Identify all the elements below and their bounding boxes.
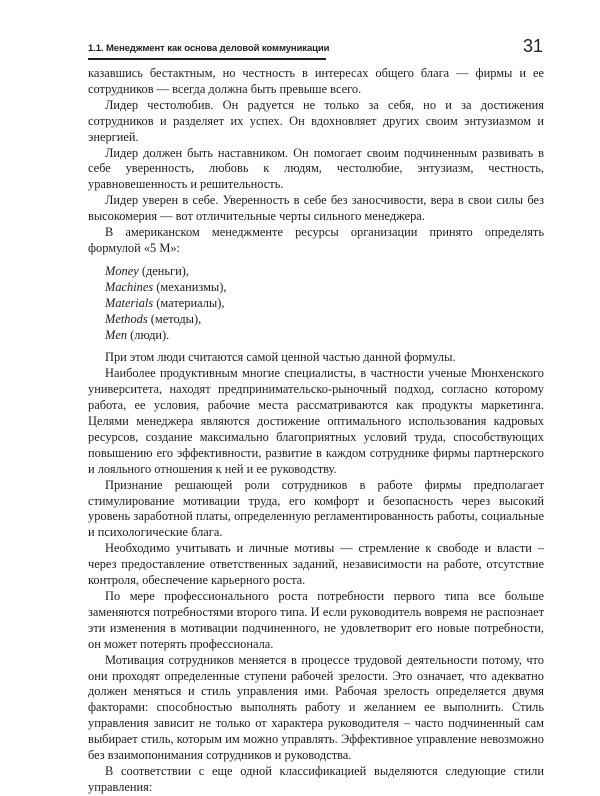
formula-item bbox=[88, 296, 544, 312]
paragraph: Лидер уверен в себе. Уверенность в себе без заносчивости, вера в свои силы без высокомерия — вот отличительные черты сильного менеджера. bbox=[88, 193, 544, 224]
running-title: 1.1. Менеджмент как основа деловой коммуникации bbox=[88, 43, 330, 54]
paragraph: Признание решающей роли сотрудников в работе фирмы предполагает стимулирование мотивации труда, его комфорт и безопасность через высокий уровень заработной платы, определенную регламентированность работы, социальные и психологические блага. bbox=[88, 477, 544, 540]
formula-term: Methods bbox=[105, 311, 148, 326]
formula-item bbox=[88, 264, 544, 280]
formula-term: Machines bbox=[105, 279, 154, 294]
paragraph: Необходимо учитывать и личные мотивы — стремление к свободе и власти – через предоставление ответственных заданий, независимости на работе, отсутствие контроля, обеспечение карьерного роста. bbox=[88, 541, 544, 588]
formula-gloss: (методы), bbox=[147, 311, 202, 326]
formula-gloss: (люди). bbox=[127, 327, 170, 342]
paragraph: В американском менеджменте ресурсы организации принято определять формулой «5 М»: bbox=[88, 225, 544, 255]
formula-gloss: (материалы), bbox=[153, 295, 225, 310]
paragraph: Наиболее продуктивным многие специалисты, в частности ученые Мюнхенского университета, находят предпринимательско-рыночный подход, согласно которому работа, ее условия, рабочие места рассматриваются как продукты маркетинга. Целями менеджера являются достижение оптимального использования кадровых ресурсов, создание максимально благоприятных условий труда, способствующих повышению его эффективности, развитие в каждом сотруднике фирмы партнерского и лояльного отношения к ней и ее руководству. bbox=[88, 366, 544, 476]
formula-gloss: (механизмы), bbox=[153, 279, 227, 294]
paragraph: По мере профессионального роста потребности первого типа все больше заменяются потребностями второго типа. И если руководитель вовремя не распознает эти изменения в мотивации подчиненного, не удовлетворит его новые потребности, он может потерять профессионала. bbox=[88, 589, 544, 651]
formula-term: Materials bbox=[105, 295, 154, 310]
page-number: 31 bbox=[522, 36, 543, 56]
paragraph: В соответствии с еще одной классификацией выделяются следующие стили управления: bbox=[88, 763, 544, 794]
formula-term: Men bbox=[105, 327, 128, 342]
paragraph: Лидер честолюбив. Он радуется не только за себя, но и за достижения сотрудников и разделяет их успех. Он вдохновляет других своим энтузиазмом и энергией. bbox=[88, 97, 544, 144]
body-text bbox=[88, 66, 544, 796]
formula-item bbox=[88, 280, 544, 296]
running-header bbox=[88, 36, 543, 60]
formula-item bbox=[88, 328, 544, 344]
formula-term: Money bbox=[105, 263, 139, 278]
paragraph: Лидер должен быть наставником. Он помогает своим подчиненным развивать в себе уверенность, любовь к людям, честолюбие, энтузиазм, честность, уравновешенность и решительность. bbox=[88, 145, 544, 192]
paragraph: казавшись бестактным, но честность в интересах общего блага — фирмы и ее сотрудников — всегда должна быть превыше всего. bbox=[88, 66, 544, 96]
paragraph: Мотивация сотрудников меняется в процессе трудовой деятельности потому, что они проходят определенные ступени рабочей зрелости. Это означает, что адекватно должен меняться и стиль управления ими. Рабочая зрелость определяется двумя факторами: способностью выполнять работу и желанием ее выполнить. Стиль управления зависит не только от характера руководителя – часто подчиненный сам выбирает стиль, которым им можно управлять. Эффективное управление невозможно без взаимопонимания сотрудников и руководства. bbox=[88, 652, 544, 763]
formula-item bbox=[88, 312, 544, 328]
header-rule bbox=[88, 58, 326, 60]
formula-gloss: (деньги), bbox=[138, 263, 189, 278]
paragraph: При этом люди считаются самой ценной частью данной формулы. bbox=[105, 350, 456, 365]
